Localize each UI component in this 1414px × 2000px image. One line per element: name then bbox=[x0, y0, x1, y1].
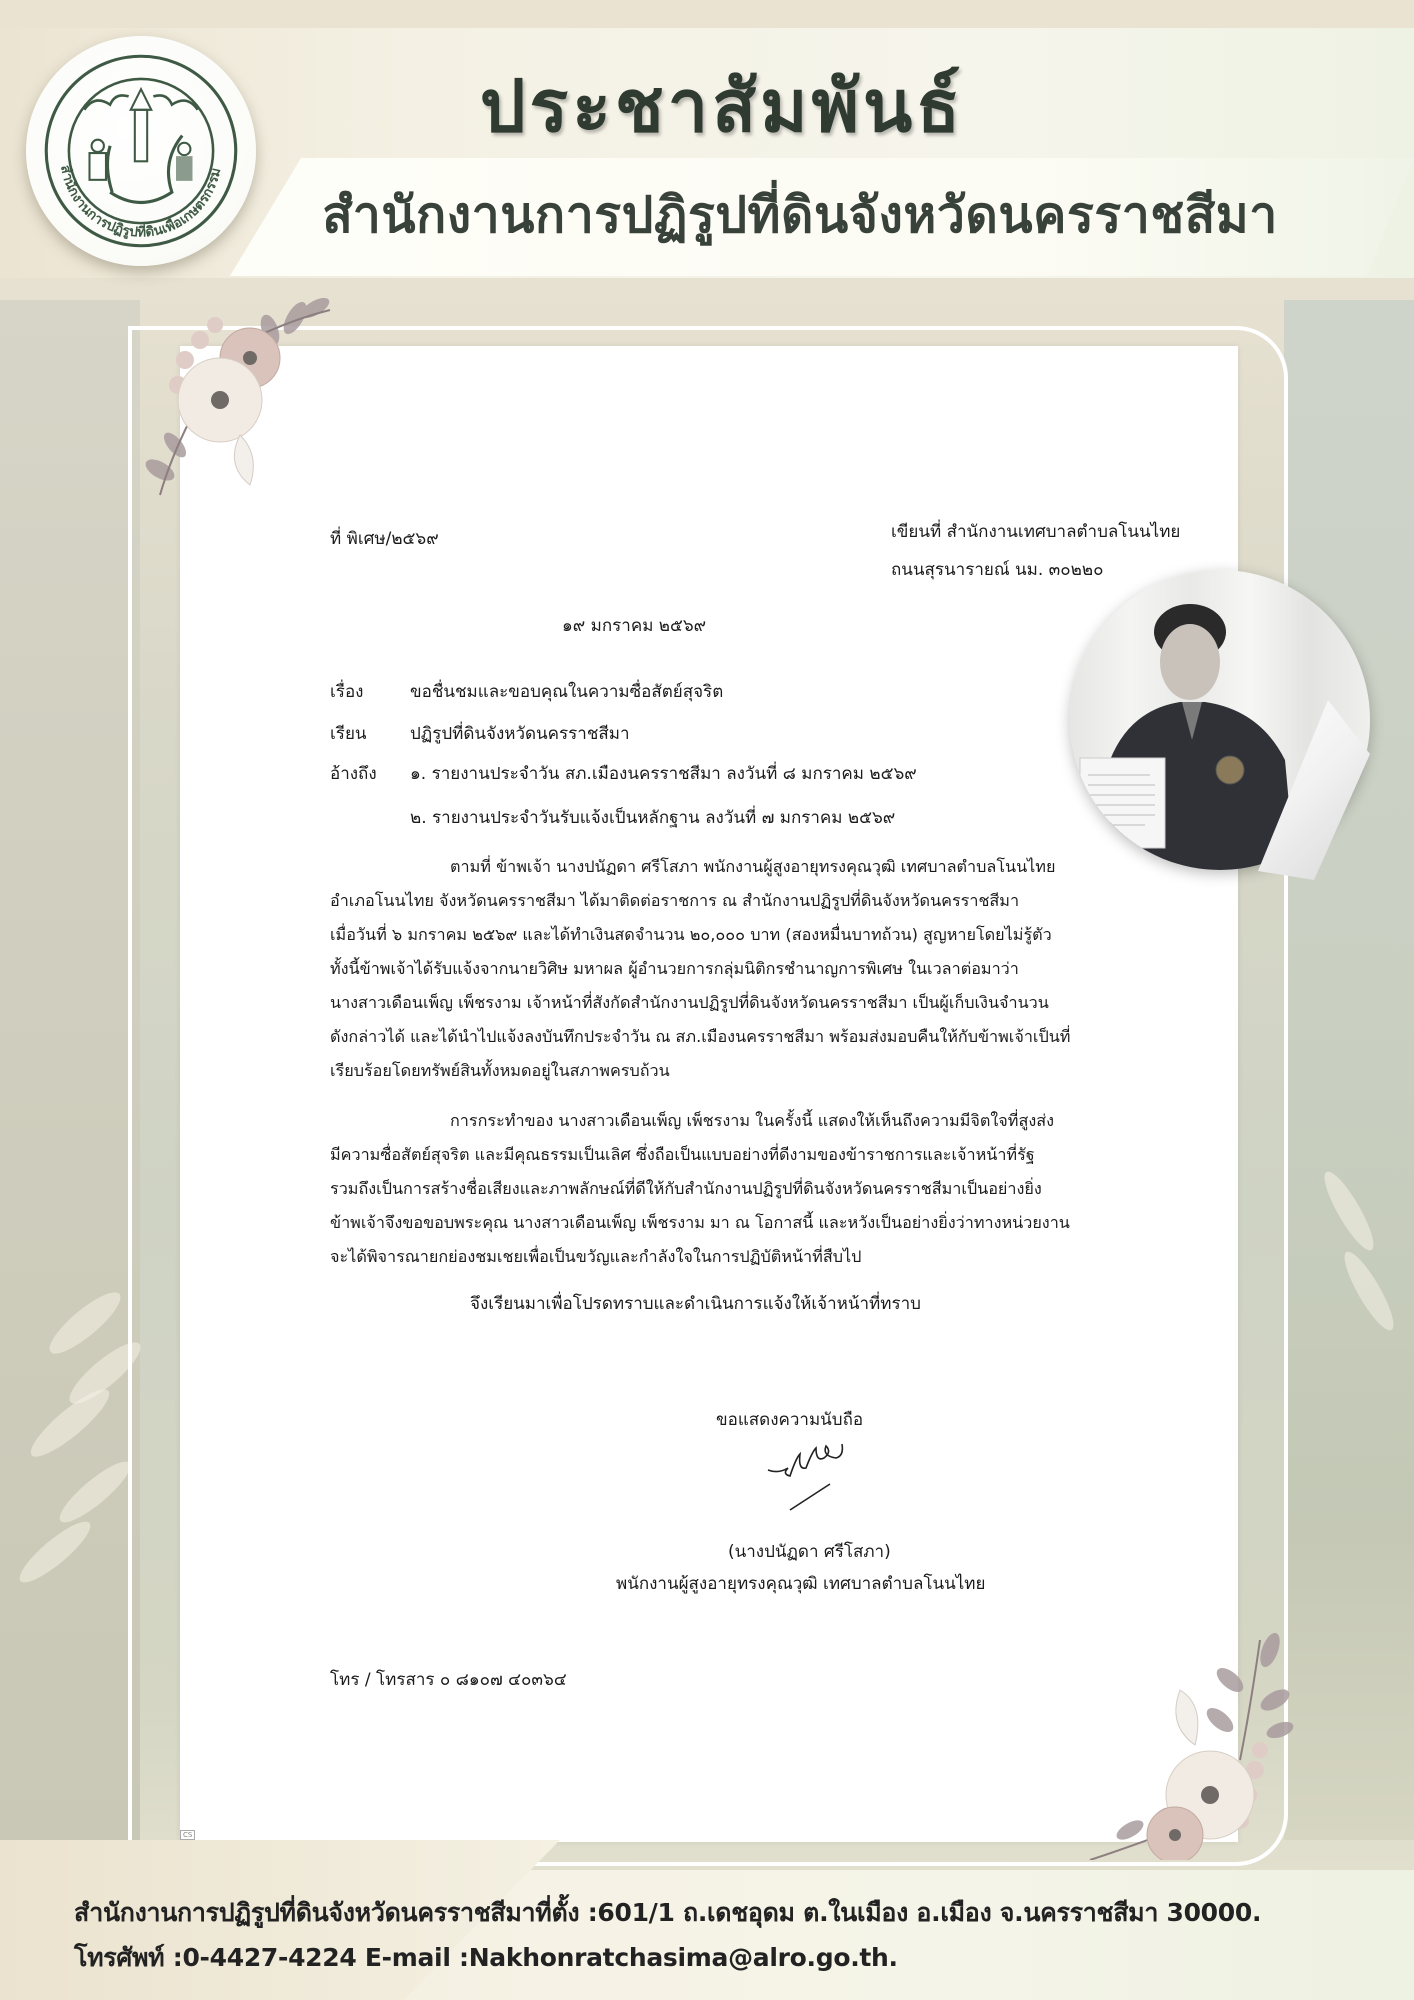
footer-contact: โทรศัพท์ :0-4427-4224 E-mail :Nakhonratchasima@alro.go.th. bbox=[74, 1943, 898, 1972]
background-left-panel bbox=[0, 300, 140, 1840]
subject-text: ขอชื่นชมและขอบคุณในความซื่อสัตย์สุจริต bbox=[410, 682, 724, 702]
signature-icon bbox=[760, 1440, 870, 1520]
letter-date: ๑๙ มกราคม ๒๕๖๙ bbox=[562, 616, 707, 636]
recipient-text: ปฏิรูปที่ดินจังหวัดนครราชสีมา bbox=[410, 724, 630, 744]
floral-decoration-top-left bbox=[120, 270, 340, 500]
reference-item-2: ๒. รายงานประจำวันรับแจ้งเป็นหลักฐาน ลงวันที่ ๗ มกราคม ๒๕๖๙ bbox=[410, 808, 896, 828]
paragraph-line: เรียบร้อยโดยทรัพย์สินทั้งหมดอยู่ในสภาพครบถ้วน bbox=[330, 1061, 670, 1080]
paragraph-line: ข้าพเจ้าจึงขอขอบพระคุณ นางสาวเดือนเพ็ญ เพ็ชรงาม มา ณ โอกาสนี้ และหวังเป็นอย่างยิ่งว่าทางหน่วยงาน bbox=[330, 1213, 1070, 1232]
contact-phone-fax: โทร / โทรสาร ๐ ๘๑๐๗ ๔๐๓๖๔ bbox=[330, 1670, 567, 1690]
written-at-line-2: ถนนสุรนารายณ์ นม. ๓๐๒๒๐ bbox=[891, 560, 1104, 580]
svg-text:สำนักงานการปฏิรูปที่ดินเพื่อเก: สำนักงานการปฏิรูปที่ดินเพื่อเกษตรกรรม bbox=[57, 163, 225, 241]
page-title: ประชาสัมพันธ์ bbox=[479, 64, 965, 148]
paragraph-line: ดังกล่าวได้ และได้นำไปแจ้งลงบันทึกประจำวัน ณ สภ.เมืองนครราชสีมา พร้อมส่งมอบคืนให้กับข้าพเจ้าเป็นที่ bbox=[330, 1027, 1071, 1046]
letter-paragraph-2 bbox=[330, 1104, 1150, 1274]
letter-reference-number: ที่ พิเศษ/๒๕๖๙ bbox=[330, 529, 439, 549]
footer-address: สำนักงานการปฏิรูปที่ดินจังหวัดนครราชสีมาที่ตั้ง :601/1 ถ.เดชอุดม ต.ในเมือง อ.เมือง จ.นครราชสีมา 30000. bbox=[74, 1898, 1262, 1927]
paragraph-line: นางสาวเดือนเพ็ญ เพ็ชรงาม เจ้าหน้าที่สังกัดสำนักงานปฏิรูปที่ดินจังหวัดนครราชสีมา เป็นผู้เก็บเงินจำนวน bbox=[330, 993, 1049, 1012]
letter-paragraph-1 bbox=[330, 850, 1150, 1088]
signer-title: พนักงานผู้สูงอายุทรงคุณวุฒิ เทศบาลตำบลโนนไทย bbox=[616, 1574, 986, 1594]
floral-decoration-bottom-right bbox=[1070, 1620, 1310, 1860]
paragraph-line: จะได้พิจารณายกย่องชมเชยเพื่อเป็นขวัญและกำลังใจในการปฏิบัติหน้าที่สืบไป bbox=[330, 1247, 862, 1266]
reference-item-1: ๑. รายงานประจำวัน สภ.เมืองนครราชสีมา ลงวันที่ ๘ มกราคม ๒๕๖๙ bbox=[410, 764, 917, 784]
recipient-label: เรียน bbox=[330, 724, 367, 744]
paragraph-line: การกระทำของ นางสาวเดือนเพ็ญ เพ็ชรงาม ในครั้งนี้ แสดงให้เห็นถึงความมีจิตใจที่สูงส่ง bbox=[450, 1111, 1055, 1130]
paragraph-line: ทั้งนี้ข้าพเจ้าได้รับแจ้งจากนายวิศิษ มหาผล ผู้อำนวยการกลุ่มนิติกรชำนาญการพิเศษ ในเวลาต่อมาว่า bbox=[330, 959, 1019, 978]
scanner-badge: CS bbox=[180, 1830, 195, 1840]
written-at-line-1: เขียนที่ สำนักงานเทศบาลตำบลโนนไทย bbox=[891, 522, 1181, 542]
office-name-heading: สำนักงานการปฏิรูปที่ดินจังหวัดนครราชสีมา bbox=[322, 186, 1278, 244]
header-top-band bbox=[0, 0, 1414, 28]
paragraph-line: อำเภอโนนไทย จังหวัดนครราชสีมา ได้มาติดต่อราชการ ณ สำนักงานปฏิรูปที่ดินจังหวัดนครราชสีมา bbox=[330, 891, 1020, 910]
background-right-panel bbox=[1284, 300, 1414, 1840]
paragraph-line: ตามที่ ข้าพเจ้า นางปนัฏดา ศรีโสภา พนักงานผู้สูงอายุทรงคุณวุฒิ เทศบาลตำบลโนนไทย bbox=[450, 857, 1056, 876]
reference-label: อ้างถึง bbox=[330, 764, 377, 784]
paragraph-line: มีความซื่อสัตย์สุจริต และมีคุณธรรมเป็นเลิศ ซึ่งถือเป็นแบบอย่างที่ดีงามของข้าราชการและเจ้าหน้าที่รัฐ bbox=[330, 1145, 1035, 1164]
paragraph-line: เมื่อวันที่ ๖ มกราคม ๒๕๖๙ และได้ทำเงินสดจำนวน ๒๐,๐๐๐ บาท (สองหมื่นบาทถ้วน) สูญหายโดยไม่รู้ตัว bbox=[330, 925, 1052, 944]
subject-label: เรื่อง bbox=[330, 682, 364, 702]
closing-regards: ขอแสดงความนับถือ bbox=[716, 1410, 864, 1430]
signer-name: (นางปนัฏดา ศรีโสภา) bbox=[728, 1542, 891, 1562]
closing-request: จึงเรียนมาเพื่อโปรดทราบและดำเนินการแจ้งให้เจ้าหน้าที่ทราบ bbox=[470, 1294, 921, 1314]
paragraph-line: รวมถึงเป็นการสร้างชื่อเสียงและภาพลักษณ์ที่ดีให้กับสำนักงานปฏิรูปที่ดินจังหวัดนครราชสีมาเป็นอย่างยิ่ง bbox=[330, 1179, 1042, 1198]
